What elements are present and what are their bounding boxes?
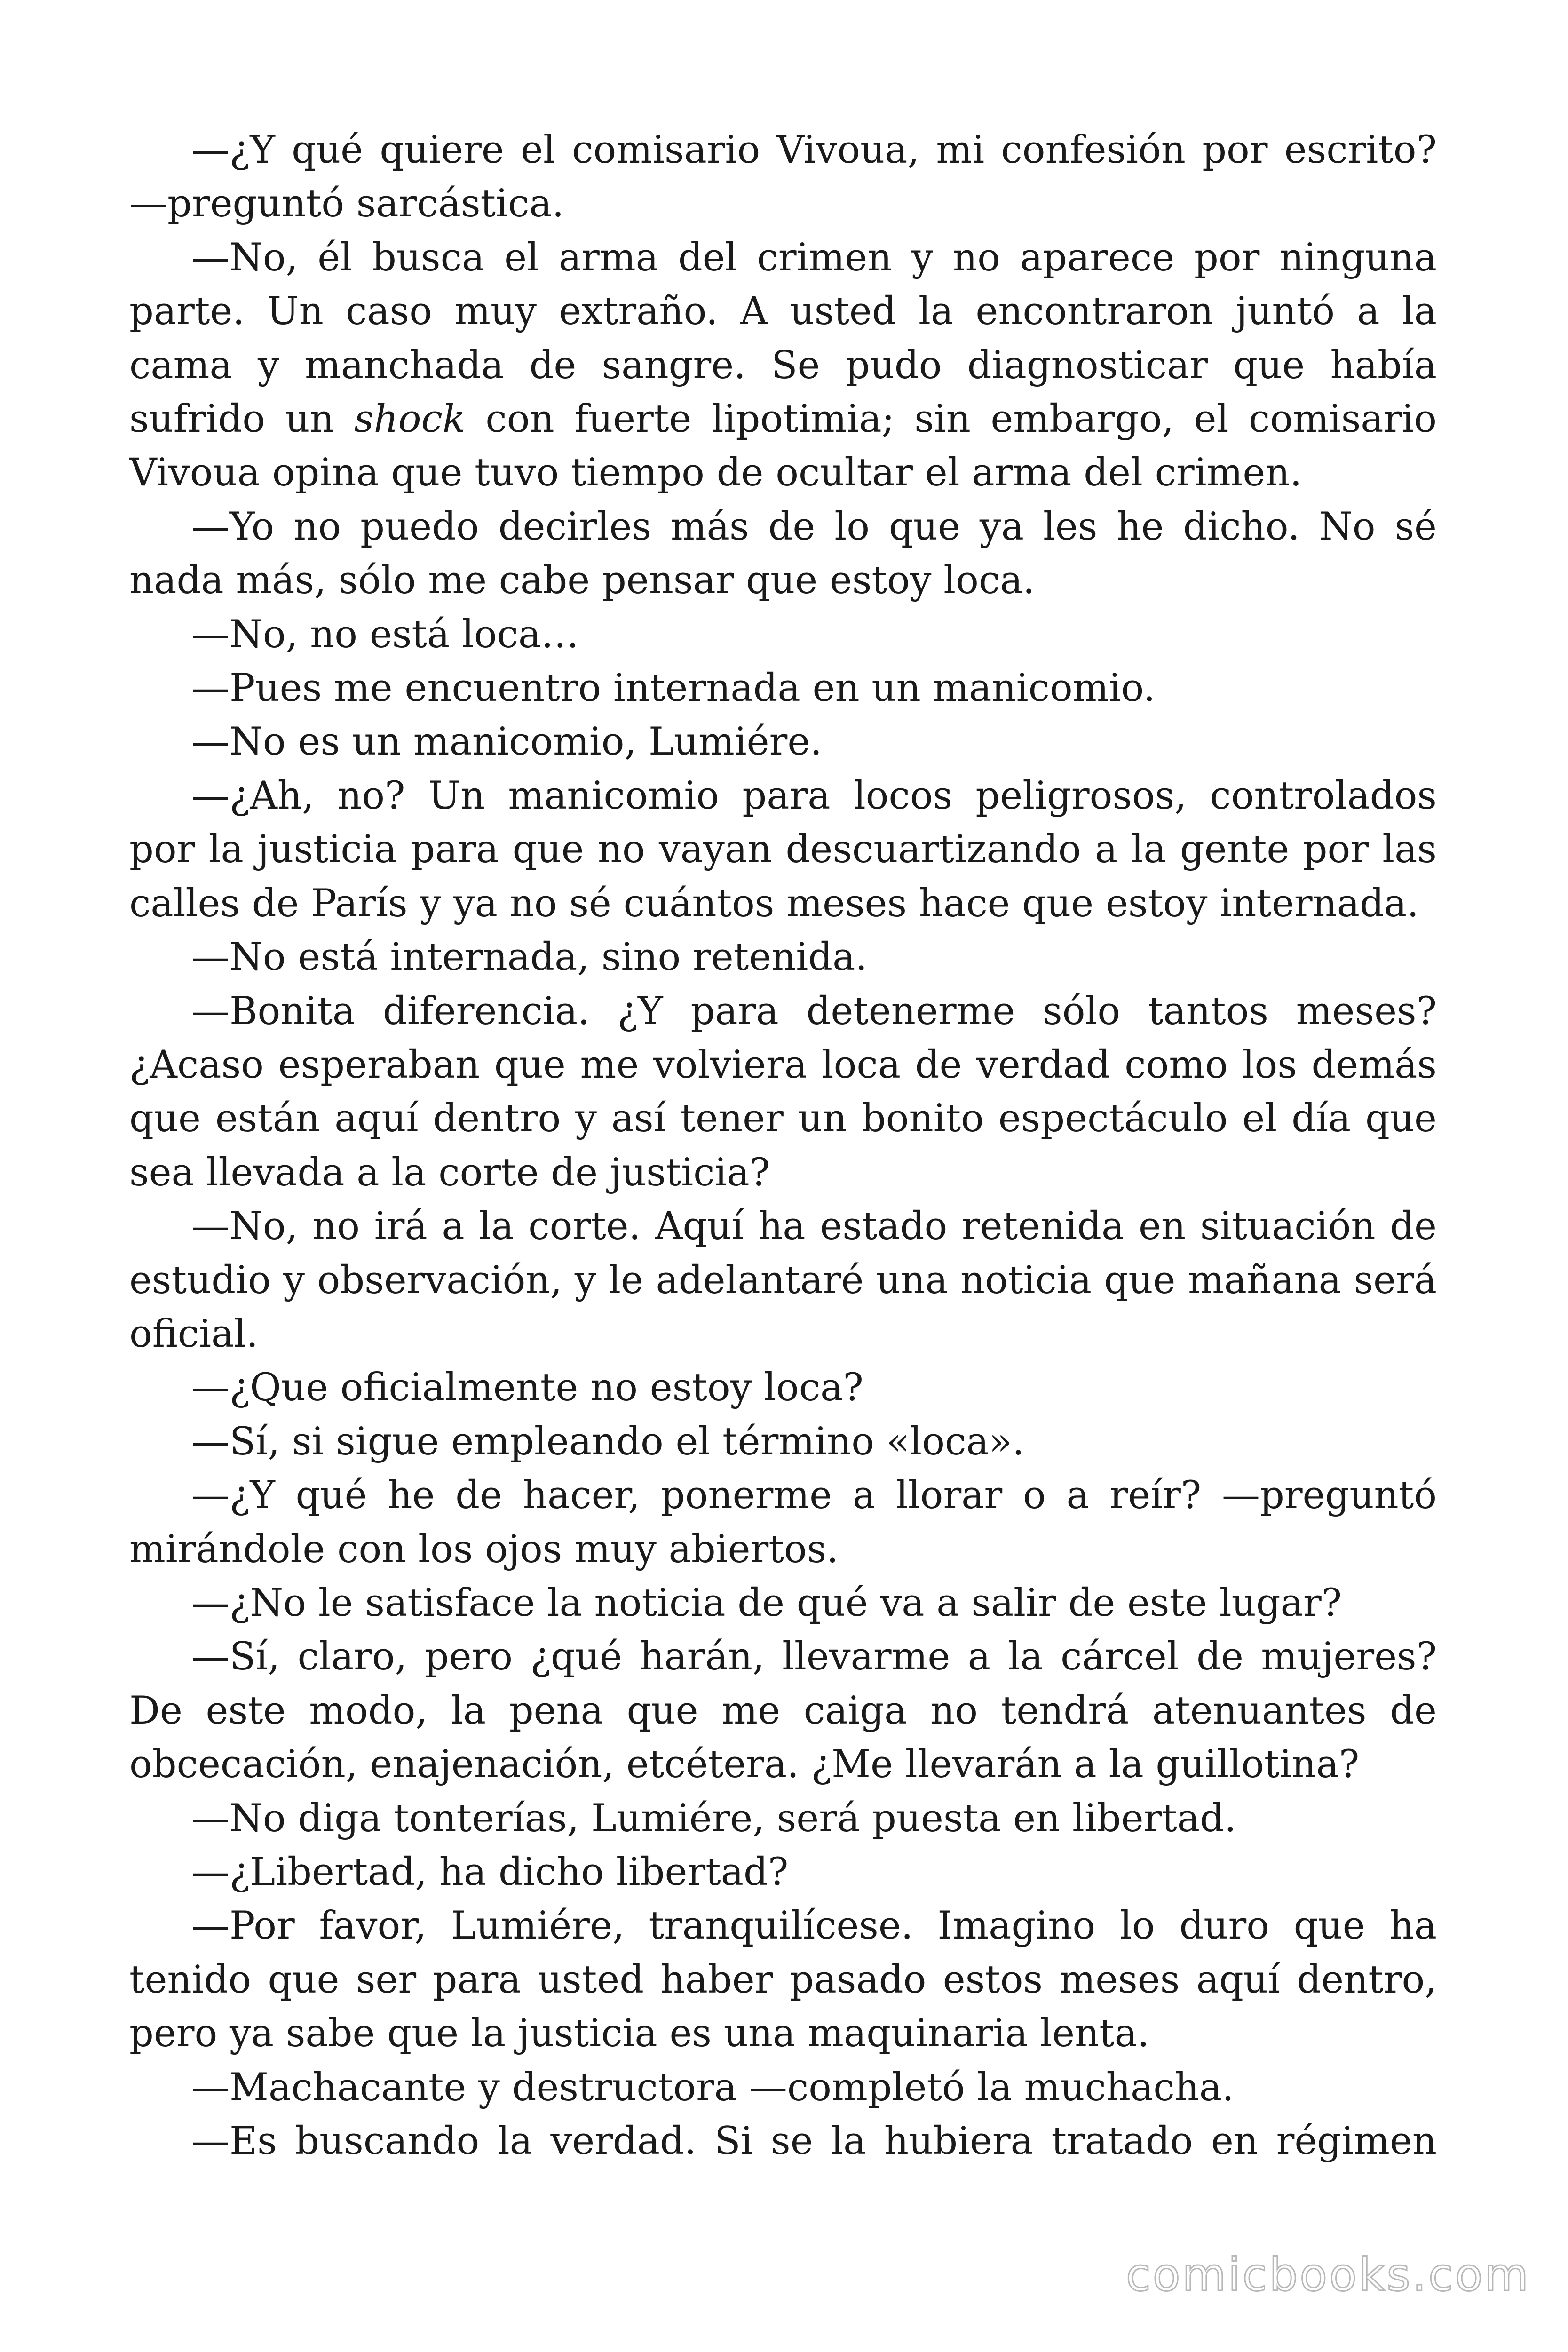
paragraph: —Es buscando la verdad. Si se la hubiera tratado en régimen bbox=[191, 2119, 1437, 2164]
paragraph: —Sí, si sigue empleando el término «loca». bbox=[191, 1419, 1024, 1464]
paragraph: —Yo no puedo decirles más de lo que ya les he dicho. No sé nada más, sólo me cabe pensar que estoy loca. bbox=[129, 504, 1437, 603]
paragraph: —¿Libertad, ha dicho libertad? bbox=[191, 1850, 789, 1894]
paragraph: —Sí, claro, pero ¿qué harán, llevarme a la cárcel de mujeres? De este modo, la pena que me caiga no tendrá atenuantes de obcecación, enajenación, etcétera. ¿Me llevarán a la guillotina? bbox=[129, 1635, 1437, 1787]
paragraph: —No diga tonterías, Lumiére, será puesta en libertad. bbox=[191, 1796, 1236, 1841]
paragraph: —Machacante y destructora —completó la muchacha. bbox=[191, 2065, 1234, 2110]
paragraph: —Pues me encuentro internada en un manicomio. bbox=[191, 666, 1156, 711]
paragraph: —¿Ah, no? Un manicomio para locos peligrosos, controlados por la justicia para que no vayan descuartizando a la gente por las calles de París y ya no sé cuántos meses hace que estoy internada. bbox=[129, 773, 1437, 926]
italic-word: shock bbox=[354, 397, 466, 442]
paragraph: —No, no está loca… bbox=[191, 612, 579, 657]
paragraph: —No, no irá a la corte. Aquí ha estado retenida en situación de estudio y observación, y le adelantaré una noticia que mañana será oficial. bbox=[129, 1204, 1437, 1356]
watermark-logo: comicbooks.com bbox=[1125, 2249, 1530, 2301]
paragraph: —Por favor, Lumiére, tranquilícese. Imagino lo duro que ha tenido que ser para usted haber pasado estos meses aquí dentro, pero ya sabe que la justicia es una maquinaria lenta. bbox=[129, 1904, 1437, 2056]
paragraph: —No es un manicomio, Lumiére. bbox=[191, 720, 823, 764]
paragraph: —¿Y qué he de hacer, ponerme a llorar o a reír? —preguntó mirándole con los ojos muy abiertos. bbox=[129, 1473, 1437, 1572]
paragraph: —No, él busca el arma del crimen y no aparece por ninguna parte. Un caso muy extraño. A usted la encontraron juntó a la cama y manchada de sangre. Se pudo diagnosticar que había sufrido un shock con fuerte lipotimia; sin embargo, el comisario Vivoua opina que tuvo tiempo de ocultar el arma del crimen. bbox=[129, 235, 1437, 495]
paragraph: —Bonita diferencia. ¿Y para detenerme sólo tantos meses? ¿Acaso esperaban que me volviera loca de verdad como los demás que están aquí dentro y así tener un bonito espectáculo el día que sea llevada a la corte de justicia? bbox=[129, 989, 1437, 1195]
body-text bbox=[129, 123, 1437, 2168]
paragraph: —¿Y qué quiere el comisario Vivoua, mi confesión por escrito? —preguntó sarcástica. bbox=[129, 128, 1437, 226]
paragraph: —¿No le satisface la noticia de qué va a salir de este lugar? bbox=[191, 1581, 1342, 1625]
paragraph: —¿Que oficialmente no estoy loca? bbox=[191, 1366, 863, 1410]
paragraph: —No está internada, sino retenida. bbox=[191, 935, 868, 980]
